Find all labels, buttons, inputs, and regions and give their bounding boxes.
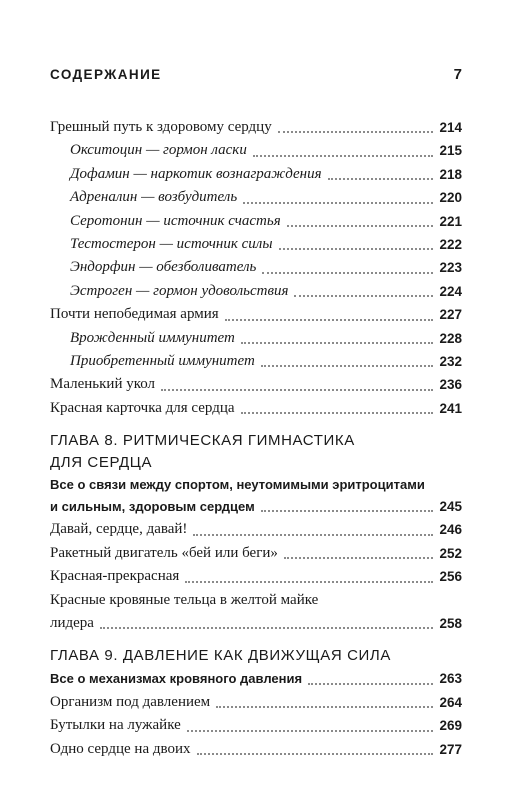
entry-title: Давай, сердце, давай! bbox=[50, 521, 188, 538]
dot-leader bbox=[284, 556, 434, 559]
dot-leader bbox=[241, 411, 434, 414]
entry-title: Красная-прекрасная bbox=[50, 568, 180, 585]
page-ref: 214 bbox=[439, 119, 462, 135]
page-number: 7 bbox=[453, 66, 462, 83]
page-ref: 215 bbox=[439, 143, 462, 159]
page-ref: 224 bbox=[439, 283, 462, 299]
entry-title: Почти непобедимая армия bbox=[50, 306, 219, 323]
chapter-8-heading bbox=[50, 430, 462, 474]
page-ref: 245 bbox=[439, 499, 462, 515]
dot-leader bbox=[161, 388, 433, 391]
toc-entry[interactable] bbox=[50, 691, 462, 714]
page-ref: 263 bbox=[439, 671, 462, 687]
toc-entry[interactable] bbox=[50, 373, 462, 396]
toc-section-chapter-8 bbox=[50, 518, 462, 588]
chapter-8-heading-line2: ДЛЯ СЕРДЦА bbox=[50, 454, 153, 472]
entry-title: Дофамин — наркотик вознаграждения bbox=[70, 165, 322, 182]
page-ref: 223 bbox=[439, 260, 462, 276]
page-ref: 228 bbox=[439, 330, 462, 346]
entry-title: Окситоцин — гормон ласки bbox=[70, 142, 247, 159]
page-ref: 258 bbox=[439, 616, 462, 632]
dot-leader bbox=[328, 177, 434, 180]
entry-title: Серотонин — источник счастья bbox=[70, 212, 281, 229]
page-ref: 277 bbox=[439, 741, 462, 757]
dot-leader bbox=[278, 130, 434, 133]
dot-leader bbox=[225, 318, 434, 321]
entry-title: Адреналин — возбудитель bbox=[70, 189, 238, 206]
entry-title: Врожденный иммунитет bbox=[70, 329, 235, 346]
toc-entry[interactable] bbox=[50, 542, 462, 565]
toc-entry[interactable] bbox=[50, 667, 462, 690]
toc-entry[interactable] bbox=[50, 139, 462, 162]
page-ref: 220 bbox=[439, 190, 462, 206]
entry-title-line2: лидера bbox=[50, 615, 94, 632]
page-ref: 246 bbox=[439, 522, 462, 538]
chapter-8-heading-line1: ГЛАВА 8. РИТМИЧЕСКАЯ ГИМНАСТИКА bbox=[50, 432, 355, 450]
dot-leader bbox=[262, 271, 433, 274]
entry-title: Маленький укол bbox=[50, 376, 156, 393]
dot-leader bbox=[193, 533, 433, 536]
toc-entry[interactable] bbox=[50, 327, 462, 350]
page-title: СОДЕРЖАНИЕ bbox=[50, 67, 162, 82]
dot-leader bbox=[197, 752, 434, 755]
page-ref: 236 bbox=[439, 377, 462, 393]
page-ref: 232 bbox=[439, 353, 462, 369]
entry-title: Эндорфин — обезболиватель bbox=[70, 259, 257, 276]
entry-title: Организм под давлением bbox=[50, 693, 211, 710]
toc-entry[interactable] bbox=[50, 163, 462, 186]
toc-entry[interactable] bbox=[50, 186, 462, 209]
dot-leader bbox=[100, 626, 434, 629]
toc-entry[interactable] bbox=[50, 495, 462, 518]
dot-leader bbox=[187, 729, 434, 732]
table-of-contents bbox=[50, 116, 462, 761]
entry-title: Тестостерон — источник силы bbox=[70, 235, 273, 252]
entry-title: Эстроген — гормон удовольствия bbox=[70, 282, 289, 299]
toc-section-chapter-9 bbox=[50, 691, 462, 761]
toc-entry[interactable] bbox=[50, 233, 462, 256]
dot-leader bbox=[279, 247, 434, 250]
toc-entry[interactable] bbox=[50, 303, 462, 326]
entry-title: Красная карточка для сердца bbox=[50, 399, 235, 416]
toc-entry[interactable] bbox=[50, 280, 462, 303]
dot-leader bbox=[294, 294, 433, 297]
entry-title: Бутылки на лужайке bbox=[50, 717, 181, 734]
chapter-9-heading: ГЛАВА 9. ДАВЛЕНИЕ КАК ДВИЖУЩАЯ СИЛА bbox=[50, 647, 391, 665]
page-ref: 269 bbox=[439, 718, 462, 734]
chapter-8-lead-line1: Все о связи между спортом, неутомимыми эритроцитами bbox=[50, 477, 425, 493]
entry-title: Одно сердце на двоих bbox=[50, 740, 191, 757]
dot-leader bbox=[241, 341, 434, 344]
page-ref: 241 bbox=[439, 400, 462, 416]
dot-leader bbox=[308, 682, 433, 685]
toc-entry[interactable] bbox=[50, 518, 462, 541]
dot-leader bbox=[287, 224, 434, 227]
page-ref: 264 bbox=[439, 694, 462, 710]
dot-leader bbox=[261, 364, 434, 367]
toc-entry[interactable] bbox=[50, 397, 462, 420]
page-ref: 218 bbox=[439, 166, 462, 182]
entry-title: Приобретенный иммунитет bbox=[70, 352, 255, 369]
dot-leader bbox=[216, 705, 433, 708]
page-ref: 227 bbox=[439, 307, 462, 323]
toc-entry[interactable] bbox=[50, 738, 462, 761]
dot-leader bbox=[261, 509, 434, 512]
toc-entry[interactable] bbox=[50, 565, 462, 588]
running-head bbox=[50, 66, 462, 83]
chapter-9-lead: Все о механизмах кровяного давления bbox=[50, 671, 303, 687]
toc-entry[interactable] bbox=[50, 256, 462, 279]
entry-title-line1: Красные кровяные тельца в желтой майке bbox=[50, 591, 319, 608]
dot-leader bbox=[253, 154, 434, 157]
toc-entry[interactable] bbox=[50, 210, 462, 233]
toc-entry-multiline[interactable] bbox=[50, 589, 462, 636]
dot-leader bbox=[185, 580, 433, 583]
entry-title: Грешный путь к здоровому сердцу bbox=[50, 118, 272, 135]
page-ref: 252 bbox=[439, 545, 462, 561]
chapter-8-lead-line2: и сильным, здоровым сердцем bbox=[50, 499, 255, 515]
page-ref: 256 bbox=[439, 569, 462, 585]
toc-entry[interactable] bbox=[50, 714, 462, 737]
toc-section-hormones bbox=[50, 116, 462, 420]
toc-entry[interactable] bbox=[50, 350, 462, 373]
toc-entry[interactable] bbox=[50, 116, 462, 139]
page-ref: 222 bbox=[439, 236, 462, 252]
page-ref: 221 bbox=[439, 213, 462, 229]
entry-title: Ракетный двигатель «бей или беги» bbox=[50, 544, 278, 561]
dot-leader bbox=[243, 201, 433, 204]
